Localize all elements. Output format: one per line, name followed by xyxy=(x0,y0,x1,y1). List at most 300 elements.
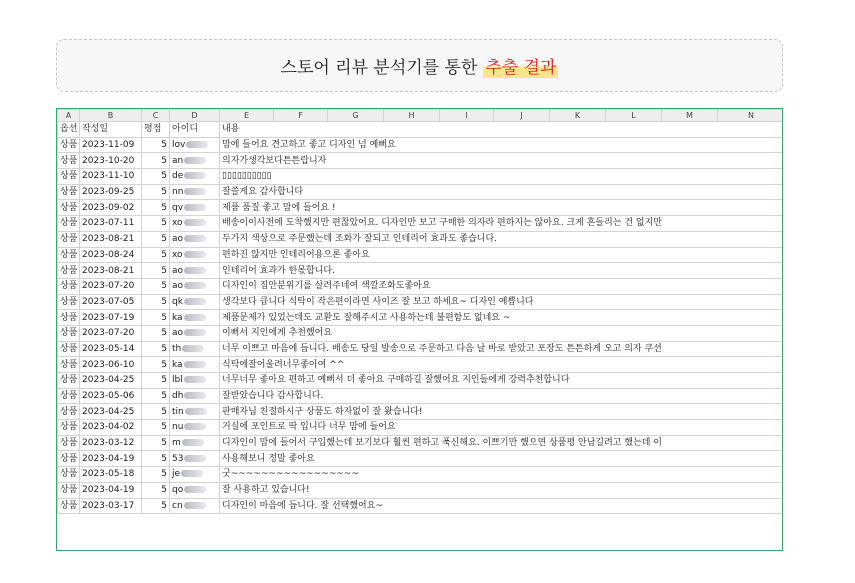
cell[interactable] xyxy=(80,373,142,389)
cell[interactable] xyxy=(58,310,80,326)
cell-text: 식탁에잘어울려너무좋아여 ^^ xyxy=(222,359,345,370)
cell-text: 제품문제가 있었는데도 교환도 잘해주시고 사용하는데 불편함도 없네요 ~ xyxy=(222,312,511,323)
cell-text: 2023-04-25 xyxy=(82,406,135,417)
redaction-blur xyxy=(184,314,206,321)
cell-text: 2023-07-11 xyxy=(82,218,135,229)
cell-text: 옵션 xyxy=(60,124,78,135)
cell[interactable] xyxy=(220,169,784,185)
cell-text: nn xyxy=(172,187,184,198)
redaction-blur xyxy=(184,423,206,430)
cell[interactable] xyxy=(170,325,220,341)
cell-text: 거실에 포인트로 딱 입니다 너무 맘에 들어요 xyxy=(222,422,396,433)
redaction-blur xyxy=(182,345,204,352)
table-row xyxy=(58,169,784,185)
cell[interactable] xyxy=(170,310,220,326)
table-row xyxy=(58,435,784,451)
cell[interactable] xyxy=(170,169,220,185)
cell[interactable] xyxy=(220,420,784,436)
result-banner xyxy=(56,39,783,92)
cell-text: 2023-08-21 xyxy=(82,234,135,245)
cell[interactable] xyxy=(170,200,220,216)
cell[interactable] xyxy=(220,247,784,263)
cell-text: 생각보다 큽니다 식탁이 작은편이라면 사이즈 잘 보고 하세요~ 디자인 예쁩니다 xyxy=(222,296,534,307)
cell[interactable] xyxy=(80,482,142,498)
cell[interactable] xyxy=(170,420,220,436)
redaction-blur xyxy=(184,329,206,336)
header-row xyxy=(58,122,784,138)
cell-text: 2023-09-02 xyxy=(82,202,135,213)
cell[interactable] xyxy=(80,357,142,373)
table-row xyxy=(58,278,784,294)
cell-text: 굿~~~~~~~~~~~~~~~~~ xyxy=(222,469,359,480)
table-row xyxy=(58,373,784,389)
cell-text: lov xyxy=(172,140,186,151)
cell[interactable] xyxy=(220,341,784,357)
cell[interactable] xyxy=(142,247,170,263)
cell[interactable] xyxy=(142,278,170,294)
cell[interactable] xyxy=(142,231,170,247)
cell[interactable] xyxy=(80,325,142,341)
redaction-blur xyxy=(185,408,207,415)
column-letter-m[interactable]: M xyxy=(662,110,718,122)
cell-text: 5 xyxy=(161,218,167,229)
cell-text: de xyxy=(172,171,184,182)
table-row xyxy=(58,137,784,153)
cell-text: 상품 xyxy=(60,281,78,292)
cell-text: ao xyxy=(172,265,184,276)
cell-text: qv xyxy=(172,202,184,213)
cell[interactable] xyxy=(142,404,170,420)
cell-text: 2023-07-19 xyxy=(82,312,135,323)
cell[interactable] xyxy=(58,122,80,138)
cell[interactable] xyxy=(58,247,80,263)
cell[interactable] xyxy=(170,122,220,138)
cell-text: ▯▯▯▯▯▯▯▯▯▯ xyxy=(222,171,272,182)
cell[interactable] xyxy=(142,294,170,310)
cell-text: 2023-03-12 xyxy=(82,438,135,449)
cell-text: 5 xyxy=(161,469,167,480)
cell-text: 상품 xyxy=(60,265,78,276)
cell[interactable] xyxy=(80,122,142,138)
cell[interactable] xyxy=(80,435,142,451)
cell[interactable] xyxy=(220,137,784,153)
cell-text: 2023-08-24 xyxy=(82,249,135,260)
cell-text: 상품 xyxy=(60,249,78,260)
cell[interactable] xyxy=(142,341,170,357)
cell-text: 2023-04-25 xyxy=(82,375,135,386)
cell-text: qo xyxy=(172,485,184,496)
cell-text: nu xyxy=(172,422,184,433)
cell-text: 상품 xyxy=(60,453,78,464)
table-row xyxy=(58,310,784,326)
cell[interactable] xyxy=(170,216,220,232)
cell[interactable] xyxy=(58,278,80,294)
table-row xyxy=(58,216,784,232)
cell[interactable] xyxy=(80,137,142,153)
cell-text: tin xyxy=(172,406,184,417)
cell-text: 5 xyxy=(161,140,167,151)
cell[interactable] xyxy=(142,482,170,498)
cell[interactable] xyxy=(80,420,142,436)
cell-text: ao xyxy=(172,234,184,245)
cell-text: 2023-07-20 xyxy=(82,328,135,339)
cell-text: 판매자님 친절하시구 상품도 하자없이 잘 왔습니다! xyxy=(222,406,423,417)
cell[interactable] xyxy=(220,388,784,404)
table-row xyxy=(58,263,784,279)
cell[interactable] xyxy=(58,388,80,404)
cell[interactable] xyxy=(220,294,784,310)
cell-text: 2023-04-19 xyxy=(82,453,135,464)
cell-text: cn xyxy=(172,500,183,511)
cell-text: 2023-07-20 xyxy=(82,281,135,292)
column-letter-l[interactable]: L xyxy=(606,110,662,122)
cell-text: m xyxy=(172,438,181,449)
cell-text: 상품 xyxy=(60,202,78,213)
cell[interactable] xyxy=(142,184,170,200)
table-row xyxy=(58,498,784,514)
cell[interactable] xyxy=(220,373,784,389)
cell[interactable] xyxy=(220,357,784,373)
cell[interactable] xyxy=(58,482,80,498)
cell[interactable] xyxy=(220,184,784,200)
spreadsheet xyxy=(56,108,783,551)
table-row xyxy=(58,231,784,247)
cell[interactable] xyxy=(170,294,220,310)
redaction-blur xyxy=(184,204,206,211)
cell-text: 상품 xyxy=(60,171,78,182)
cell-text: 디자인이 마음에 듭니다. 잘 선택했어요~ xyxy=(222,500,383,511)
cell[interactable] xyxy=(170,373,220,389)
cell-text: 5 xyxy=(161,312,167,323)
cell[interactable] xyxy=(80,404,142,420)
column-letter-n[interactable]: N xyxy=(718,110,784,122)
column-letter-h[interactable]: H xyxy=(384,110,440,122)
redaction-blur xyxy=(184,282,206,289)
cell[interactable] xyxy=(58,153,80,169)
cell[interactable] xyxy=(170,231,220,247)
cell-text: 5 xyxy=(161,171,167,182)
cell-text: 상품 xyxy=(60,155,78,166)
column-letter-c[interactable]: C xyxy=(142,110,170,122)
cell-text: 사용해보니 정말 좋아요 xyxy=(222,453,315,464)
table-row xyxy=(58,341,784,357)
cell[interactable] xyxy=(142,388,170,404)
cell[interactable] xyxy=(80,451,142,467)
column-letter-a[interactable]: A xyxy=(58,110,80,122)
cell-text: 상품 xyxy=(60,187,78,198)
cell[interactable] xyxy=(142,216,170,232)
cell-text: ao xyxy=(172,281,184,292)
cell-text: 2023-05-14 xyxy=(82,343,135,354)
cell[interactable] xyxy=(142,137,170,153)
cell[interactable] xyxy=(142,451,170,467)
column-letter-d[interactable]: D xyxy=(170,110,220,122)
cell-text: 상품 xyxy=(60,296,78,307)
cell-text: je xyxy=(172,469,181,480)
cell[interactable] xyxy=(142,310,170,326)
cell[interactable] xyxy=(220,451,784,467)
cell-text: qk xyxy=(172,296,183,307)
cell-text: 내용 xyxy=(222,124,240,135)
cell[interactable] xyxy=(170,451,220,467)
cell[interactable] xyxy=(142,200,170,216)
cell-text: 2023-05-18 xyxy=(82,469,135,480)
cell-text: 2023-09-25 xyxy=(82,187,135,198)
cell[interactable] xyxy=(80,247,142,263)
cell[interactable] xyxy=(142,357,170,373)
cell[interactable] xyxy=(58,498,80,514)
cell[interactable] xyxy=(220,122,784,138)
cell[interactable] xyxy=(170,263,220,279)
cell[interactable] xyxy=(80,498,142,514)
cell[interactable] xyxy=(80,310,142,326)
cell-text: 상품 xyxy=(60,375,78,386)
redaction-blur xyxy=(184,361,206,368)
table-row xyxy=(58,404,784,420)
review-table xyxy=(57,109,783,514)
cell[interactable] xyxy=(220,467,784,483)
cell-text: 2023-11-09 xyxy=(82,140,135,151)
table-row xyxy=(58,388,784,404)
cell[interactable] xyxy=(170,153,220,169)
table-row xyxy=(58,420,784,436)
cell-text: 상품 xyxy=(60,422,78,433)
cell[interactable] xyxy=(58,325,80,341)
redaction-blur xyxy=(184,486,206,493)
cell-text: 5 xyxy=(161,249,167,260)
cell-text: 5 xyxy=(161,187,167,198)
cell-text: 5 xyxy=(161,485,167,496)
cell-text: 2023-05-06 xyxy=(82,391,135,402)
cell-text: 디자인이 집안분위기를 살려주네여 색깔조화도좋아요 xyxy=(222,281,431,292)
cell[interactable] xyxy=(58,137,80,153)
cell[interactable] xyxy=(58,404,80,420)
column-letter-e[interactable]: E xyxy=(220,110,274,122)
cell-text: 상품 xyxy=(60,328,78,339)
table-row xyxy=(58,184,784,200)
cell-text: dh xyxy=(172,391,184,402)
redaction-blur xyxy=(184,157,206,164)
cell[interactable] xyxy=(142,263,170,279)
column-letter-j[interactable]: J xyxy=(494,110,550,122)
cell-text: 5 xyxy=(161,375,167,386)
cell[interactable] xyxy=(142,373,170,389)
cell[interactable] xyxy=(80,184,142,200)
cell[interactable] xyxy=(220,325,784,341)
redaction-blur xyxy=(184,502,206,509)
table-row xyxy=(58,482,784,498)
cell-text: 인테리어 효과가 한몫합니다. xyxy=(222,265,335,276)
cell[interactable] xyxy=(170,341,220,357)
cell[interactable] xyxy=(58,467,80,483)
cell[interactable] xyxy=(80,278,142,294)
cell-text: 5 xyxy=(161,500,167,511)
column-letter-row xyxy=(58,110,784,122)
cell[interactable] xyxy=(170,184,220,200)
cell[interactable] xyxy=(170,357,220,373)
cell-text: 2023-11-10 xyxy=(82,171,135,182)
redaction-blur xyxy=(184,251,206,258)
cell[interactable] xyxy=(142,153,170,169)
cell[interactable] xyxy=(80,263,142,279)
cell[interactable] xyxy=(170,482,220,498)
cell-text: 편하진 않지만 인테리어용으론 좋아요 xyxy=(222,249,370,260)
cell[interactable] xyxy=(142,169,170,185)
redaction-blur xyxy=(181,470,203,477)
cell-text: 5 xyxy=(161,438,167,449)
column-letter-b[interactable]: B xyxy=(80,110,142,122)
cell-text: th xyxy=(172,343,182,354)
cell-text: 두가지 색상으로 주문했는데 조화가 잘되고 인테리어 효과도 좋습니다. xyxy=(222,234,498,245)
cell-text: 작성일 xyxy=(82,124,109,135)
cell-text: 2023-06-10 xyxy=(82,359,135,370)
cell[interactable] xyxy=(220,216,784,232)
cell[interactable] xyxy=(220,231,784,247)
cell-text: xo xyxy=(172,218,183,229)
cell[interactable] xyxy=(80,388,142,404)
cell[interactable] xyxy=(220,200,784,216)
cell-text: 2023-08-21 xyxy=(82,265,135,276)
cell-text: 2023-07-05 xyxy=(82,296,135,307)
cell[interactable] xyxy=(58,200,80,216)
cell-text: 5 xyxy=(161,234,167,245)
cell[interactable] xyxy=(58,184,80,200)
table-row xyxy=(58,200,784,216)
cell-text: 배송이이사전에 도착했지만 편찮았어요. 디자인만 보고 구매한 의자라 편하지는 않아요. 크게 흔들리는 건 없지만 xyxy=(222,218,662,229)
cell[interactable] xyxy=(58,231,80,247)
cell-text: 상품 xyxy=(60,312,78,323)
cell-text: 상품 xyxy=(60,469,78,480)
cell[interactable] xyxy=(170,247,220,263)
cell[interactable] xyxy=(58,169,80,185)
cell-text: 상품 xyxy=(60,218,78,229)
cell[interactable] xyxy=(170,467,220,483)
cell[interactable] xyxy=(220,404,784,420)
cell[interactable] xyxy=(142,467,170,483)
cell[interactable] xyxy=(170,498,220,514)
cell[interactable] xyxy=(80,294,142,310)
table-row xyxy=(58,247,784,263)
cell[interactable] xyxy=(142,498,170,514)
cell[interactable] xyxy=(80,467,142,483)
cell-text: 5 xyxy=(161,391,167,402)
cell-text: 상품 xyxy=(60,391,78,402)
cell-text: 2023-10-20 xyxy=(82,155,135,166)
table-row xyxy=(58,467,784,483)
redaction-blur xyxy=(186,141,208,148)
cell-text: ka xyxy=(172,312,183,323)
redaction-blur xyxy=(184,219,206,226)
cell[interactable] xyxy=(220,435,784,451)
column-letter-f[interactable]: F xyxy=(274,110,328,122)
table-row xyxy=(58,153,784,169)
cell-text: 상품 xyxy=(60,359,78,370)
cell[interactable] xyxy=(58,341,80,357)
cell-text: 의자가생각보다튼튼랍니자 xyxy=(222,155,327,166)
cell[interactable] xyxy=(220,482,784,498)
banner-title: 스토어 리뷰 분석기를 통한 xyxy=(280,58,478,78)
cell[interactable] xyxy=(58,451,80,467)
table-row xyxy=(58,325,784,341)
cell[interactable] xyxy=(80,341,142,357)
cell-text: 2023-03-17 xyxy=(82,500,135,511)
cell-text: lbl xyxy=(172,375,183,386)
cell-text: 상품 xyxy=(60,140,78,151)
cell[interactable] xyxy=(80,169,142,185)
cell[interactable] xyxy=(80,231,142,247)
cell[interactable] xyxy=(170,404,220,420)
cell[interactable] xyxy=(80,153,142,169)
cell-text: 2023-04-02 xyxy=(82,422,135,433)
redaction-blur xyxy=(184,376,206,383)
cell-text: 이뻐서 지인에게 추천했어요 xyxy=(222,328,333,339)
redaction-blur xyxy=(184,267,206,274)
table-row xyxy=(58,294,784,310)
cell[interactable] xyxy=(170,137,220,153)
cell[interactable] xyxy=(58,263,80,279)
cell-text: 상품 xyxy=(60,406,78,417)
cell[interactable] xyxy=(220,278,784,294)
cell[interactable] xyxy=(58,373,80,389)
cell-text: 너무너무 좋아요 편하고 예뻐서 더 좋아요 구매하길 잘했어요 지인들에게 강력추천합니다 xyxy=(222,375,570,386)
cell-text: 너무 이쁘고 마음에 듭니다. 배송도 당일 발송으로 주문하고 다음 날 바로 받았고 포장도 튼튼하게 오고 의자 쿠션 xyxy=(222,343,662,354)
cell-text: 상품 xyxy=(60,234,78,245)
cell[interactable] xyxy=(170,435,220,451)
cell-text: 5 xyxy=(161,265,167,276)
redaction-blur xyxy=(184,188,206,195)
cell[interactable] xyxy=(58,420,80,436)
cell[interactable] xyxy=(80,200,142,216)
banner-highlight: 추출 결과 xyxy=(483,53,558,78)
cell[interactable] xyxy=(58,357,80,373)
cell[interactable] xyxy=(58,216,80,232)
column-letter-g[interactable]: G xyxy=(328,110,384,122)
cell-text: 잘받았습니다 감사합니다. xyxy=(222,391,324,402)
cell[interactable] xyxy=(220,153,784,169)
cell[interactable] xyxy=(142,435,170,451)
cell-text: 상품 xyxy=(60,438,78,449)
cell[interactable] xyxy=(142,420,170,436)
cell[interactable] xyxy=(58,294,80,310)
redaction-blur xyxy=(182,439,204,446)
cell-text: 잘 사용하고 있습니다! xyxy=(222,485,310,496)
cell-text: 5 xyxy=(161,422,167,433)
cell[interactable] xyxy=(58,435,80,451)
column-letter-i[interactable]: I xyxy=(440,110,494,122)
cell-text: 5 xyxy=(161,406,167,417)
cell-text: 제품 품질 좋고 맘에 들어요 ! xyxy=(222,202,336,213)
cell-text: 잘쓸게요 감사합니다 xyxy=(222,187,304,198)
cell-text: ao xyxy=(172,328,184,339)
cell-text: 5 xyxy=(161,453,167,464)
cell[interactable] xyxy=(220,498,784,514)
cell-text: 5 xyxy=(161,296,167,307)
cell-text: 맘에 들어요 견고하고 좋고 디자인 넘 예뻐요 xyxy=(222,140,396,151)
cell-text: 5 xyxy=(161,155,167,166)
redaction-blur xyxy=(184,298,206,305)
cell-text: 상품 xyxy=(60,343,78,354)
cell-text: 상품 xyxy=(60,500,78,511)
cell[interactable] xyxy=(80,216,142,232)
cell[interactable] xyxy=(142,325,170,341)
cell[interactable] xyxy=(220,263,784,279)
cell[interactable] xyxy=(142,122,170,138)
cell[interactable] xyxy=(170,388,220,404)
cell[interactable] xyxy=(220,310,784,326)
cell[interactable] xyxy=(170,278,220,294)
column-letter-k[interactable]: K xyxy=(550,110,606,122)
cell-text: 상품 xyxy=(60,485,78,496)
